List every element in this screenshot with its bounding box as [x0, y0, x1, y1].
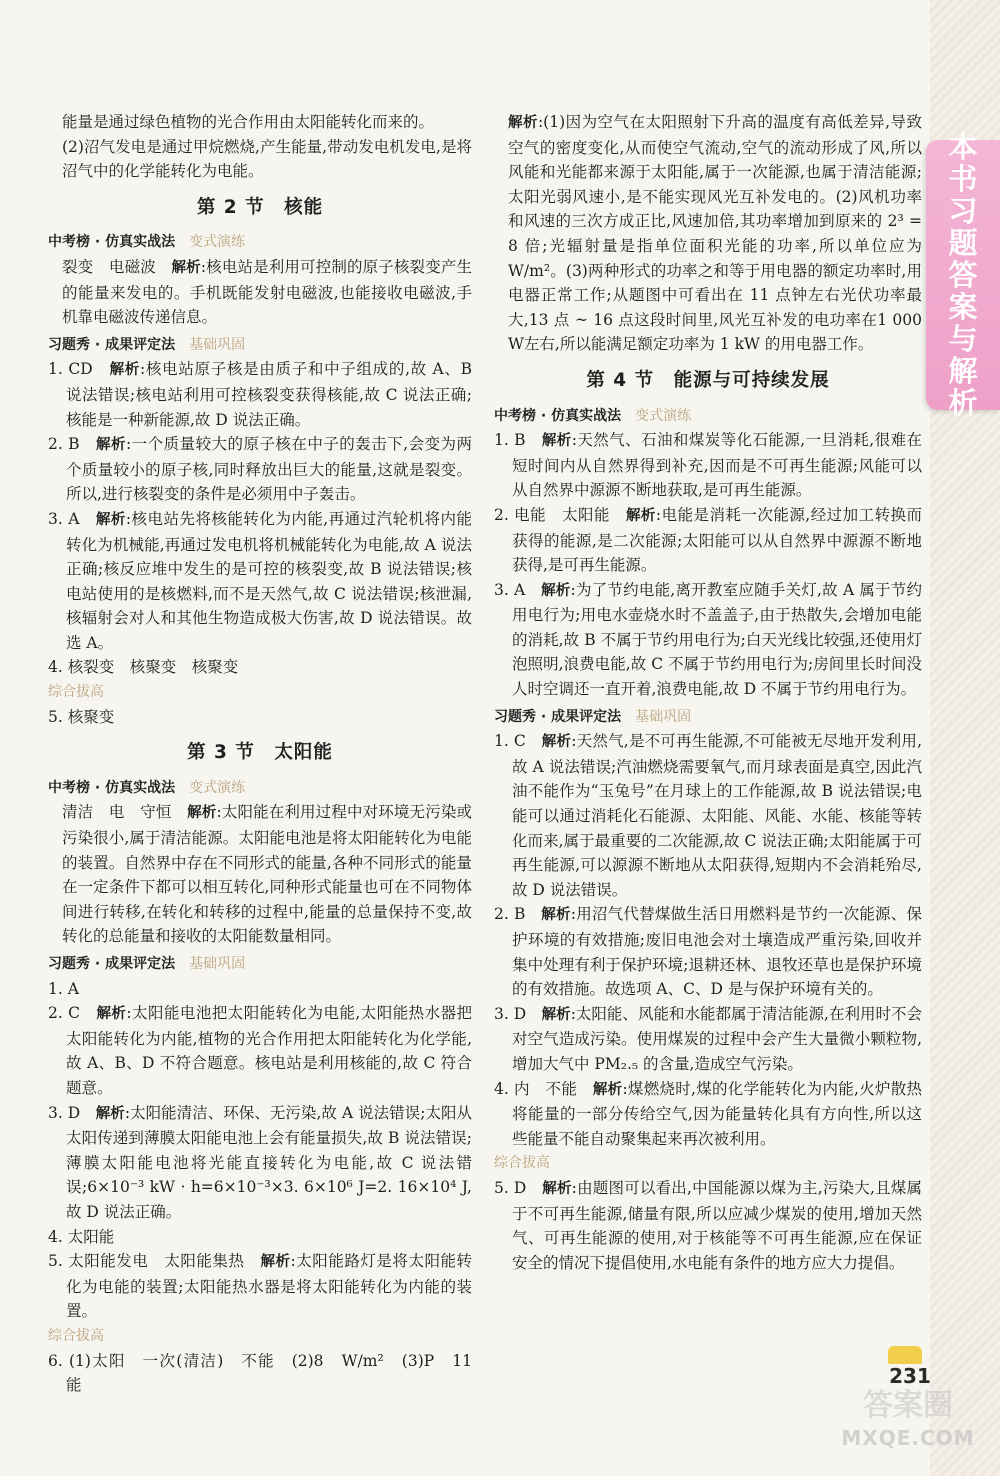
subheading-tag: 综合拔高: [494, 1155, 550, 1172]
side-tab-char: 本: [948, 130, 978, 164]
side-tab-char: 习: [948, 194, 978, 228]
analysis-keyword: 解析: [95, 511, 126, 528]
analysis-text: :天然气,是不可再生能源,不可能被无尽地开发利用,故 A 说法错误;汽油燃烧需要氧气,而月球表面是真空,因此汽油不能作为“玉兔号”在月球上的工作能源,故 B 说法错误;电能可以通过消耗化石能源、太阳能、风能、水能、核能等转化而来,属于最重要的二次能源,故 C 说法正确;太阳能属于可再生能源,可以源源不断地从太阳获得,短期内不会消耗殆尽,故 D 说法错误。: [512, 732, 923, 899]
watermark-text: 答案圈: [863, 1388, 953, 1423]
analysis-keyword: 解析: [187, 805, 217, 822]
subheading-label: 中考榜 · 仿真实战法: [48, 234, 176, 251]
analysis-keyword: 解析: [508, 115, 538, 131]
analysis-keyword: 解析: [541, 734, 572, 751]
intro-paragraph: 能量是通过绿色植物的光合作用由太阳能转化而来的。: [62, 113, 435, 131]
question-item: [494, 902, 922, 1001]
analysis-keyword: 解析: [171, 259, 201, 276]
analysis-keyword: 解析: [109, 362, 140, 379]
answer-text: 4. 内 不能: [494, 1079, 593, 1098]
analysis-keyword: 解析: [96, 437, 126, 454]
question-item: [48, 432, 472, 507]
analysis-keyword: 解析: [95, 1105, 125, 1122]
analysis-text: :核电站是利用可控制的原子核裂变产生的能量来发电的。手机既能发射电磁波,也能接收电磁波,手机靠电磁波传递信息。: [62, 257, 472, 327]
side-tab-char: 题: [948, 226, 978, 260]
analysis-text: :一个质量较大的原子核在中子的轰击下,会变为两个质量较小的原子核,同时释放出巨大的能量,这就是裂变。所以,进行核裂变的条件是必须用中子轰击。: [66, 435, 473, 504]
analysis-text: :由题图可以看出,中国能源以煤为主,污染大,且煤属于不可再生能源,储量有限,所以应减少煤炭的使用,增加天然气、可再生能源的使用,对于核能等不可再生能源,应在保证安全的情况下提倡使用,水电能有条件的地方应大力提倡。: [512, 1178, 922, 1272]
analysis-text: :太阳能、风能和水能都属于清洁能源,在利用时不会对空气造成污染。使用煤炭的过程中会产生大量微小颗粒物,增加大气中 PM₂.₅ 的含量,造成空气污染。: [512, 1004, 922, 1073]
analysis-keyword: 解析: [541, 1006, 571, 1023]
section-title-nuclear: 第 2 节 核能: [196, 196, 324, 218]
answer-block: [48, 800, 472, 949]
watermark-url: MXQE.COM: [841, 1426, 975, 1450]
side-tab-char: 析: [948, 386, 978, 420]
analysis-keyword: 解析: [541, 582, 571, 599]
subheading-label: 中考榜 · 仿真实战法: [494, 407, 622, 424]
subheading-label: 习题秀 · 成果评定法: [48, 336, 176, 353]
analysis-text: :太阳能电池把太阳能转化为电能,太阳能热水器把太阳能转化为内能,植物的光合作用把太阳能转化为化学能,故 A、B、D 不符合题意。核电站是利用核能的,故 C 符合题意。: [66, 1004, 473, 1097]
analysis-text: :电能是消耗一次能源,经过加工转换而获得的能源,是二次能源;太阳能可以从自然界中源源不断地获得,是可再生能源。: [512, 505, 923, 575]
left-column: [48, 110, 488, 1398]
subheading: [48, 230, 472, 255]
analysis-keyword: 解析: [542, 1180, 572, 1197]
analysis-text: :煤燃烧时,煤的化学能转化为内能,火炉散热将能量的一部分传给空气,因为能量转化具有方向性,所以这些能量不能自动聚集起来再次被利用。: [512, 1079, 923, 1148]
answer-text: 3. D: [48, 1103, 96, 1122]
watermark-logo: [818, 1390, 998, 1476]
side-tab-char: 答: [948, 258, 978, 292]
analysis-text: :核电站原子核是由质子和中子组成的,故 A、B 说法错误;核电站利用可控核裂变获得核能,故 C 说法正确;核能是一种新能源,故 D 说法正确。: [66, 360, 472, 429]
analysis-keyword: 解析: [541, 433, 572, 450]
subheading: [48, 333, 472, 358]
answer-text: 3. D: [494, 1004, 542, 1023]
analysis-text: :核电站先将核能转化为内能,再通过汽轮机将内能转化为机械能,再通过发电机将机械能转化为电能,故 A 说法正确;核反应堆中发生的是可控的核裂变,故 B 说法错误;核电站使用的是核燃料,而不是天然气,故 C 说法错误;核泄漏,核辐射会对人和其他生物造成极大伤害,故 D 说法错误。故选 A。: [66, 509, 473, 652]
analysis-text: :用沼气代替煤做生活日用燃料是节约一次能源、保护环境的有效措施;废旧电池会对土壤造成严重污染,回收并集中处理有利于保护环境;退耕还林、退牧还草也是保护环境的有效措施。故选项 A、C、D 是与保护环境有关的。: [512, 905, 923, 999]
section-title-energy-sustainability: 第 4 节 能源与可持续发展: [586, 369, 830, 391]
subheading-tag: 变式演练: [189, 779, 246, 796]
question-item: [48, 1001, 472, 1100]
question-item: 1. A: [48, 979, 79, 998]
answer-text: 清洁 电 守恒: [62, 803, 188, 822]
question-item: 4. 太阳能: [48, 1227, 115, 1246]
right-column: [494, 110, 922, 1275]
analysis-text: :天然气、石油和煤炭等化石能源,一旦消耗,很难在短时间内从自然界得到补充,因而是不可再生能源;风能可以从自然界中源源不断地获取,是可再生能源。: [512, 431, 922, 500]
analysis-text: :太阳能清洁、环保、无污染,故 A 说法错误;太阳从太阳传递到薄膜太阳能电池上会有能量损失,故 B 说法错误;薄膜太阳能电池将光能直接转化为电能,故 C 说法错误;: [66, 1103, 473, 1197]
answer-text: 1. CD: [48, 360, 110, 379]
analysis-formula: 6×10⁻³ kW · h=6×10⁻³×3. 6×10⁶ J=2. 16×10⁴ J,故 D 说法正确。: [66, 1178, 472, 1221]
question-item: [48, 507, 472, 656]
subheading-tag: 基础巩固: [189, 956, 246, 972]
question-item: [494, 428, 922, 503]
question-item: [48, 1249, 472, 1324]
page-number: 231: [882, 1358, 938, 1394]
intro-paragraph: (2)沼气发电是通过甲烷燃烧,产生能量,带动发电机发电,是将沼气中的化学能转化为电能。: [62, 137, 472, 181]
question-item: [494, 1077, 922, 1152]
question-item: [494, 578, 922, 702]
answer-text: 1. C: [494, 732, 542, 751]
subheading-label: 习题秀 · 成果评定法: [494, 708, 622, 725]
answer-text: 2. C: [48, 1004, 97, 1023]
side-tab-char: 解: [948, 354, 978, 388]
question-item: 6. (1)太阳 一次(清洁) 不能 (2)8 W/m² (3)P 11 能: [48, 1351, 488, 1395]
answer-text: 2. B: [48, 435, 97, 454]
answer-text: 1. B: [494, 431, 542, 450]
side-tab-char: 书: [948, 162, 978, 196]
subheading-tag: 综合拔高: [48, 684, 104, 701]
answer-text: 2. 电能 太阳能: [494, 505, 626, 524]
analysis-keyword: 解析: [260, 1254, 291, 1271]
section-title-solar: 第 3 节 太阳能: [187, 742, 333, 764]
answer-text: 5. 太阳能发电 太阳能集热: [48, 1252, 261, 1271]
question-item: [48, 1101, 472, 1225]
analysis-block: [494, 110, 922, 357]
question-item: 4. 核裂变 核聚变 核聚变: [48, 658, 239, 677]
analysis-text: :为了节约电能,离开教室应随手关灯,故 A 属于节约用电行为;用电水壶烧水时不盖盖子,由于热散失,会增加电能的消耗,故 B 不属于节约用电行为;白天光线比较强,还使用灯泡照明,浪费电能,故 C 不属于节约用电行为;房间里长时间没人时空调还一直开着,浪费电能,故 D 不属于节约用电行为。: [512, 580, 922, 699]
question-item: [494, 1176, 922, 1275]
question-item: [494, 1002, 922, 1077]
section-side-tab: [926, 130, 1000, 420]
subheading-label: 习题秀 · 成果评定法: [48, 956, 176, 972]
subheading-tag: 变式演练: [189, 234, 246, 251]
answer-text: 3. A: [494, 580, 542, 599]
subheading: [48, 776, 472, 801]
question-item: [494, 729, 922, 902]
subheading: [494, 404, 922, 429]
subheading-tag: 综合拔高: [48, 1327, 104, 1344]
side-tab-char: 与: [948, 322, 978, 356]
question-item: 5. 核聚变: [48, 707, 115, 726]
subheading-tag: 基础巩固: [635, 708, 692, 725]
subheading-tag: 变式演练: [635, 407, 692, 424]
answer-text: 2. B: [494, 905, 542, 924]
analysis-keyword: 解析: [625, 507, 656, 524]
subheading-label: 中考榜 · 仿真实战法: [48, 779, 176, 796]
subheading: [48, 952, 472, 977]
answer-text: 3. A: [48, 509, 96, 528]
analysis-text: :太阳能路灯是将太阳能转化为电能的装置;太阳能热水器是将太阳能转化为内能的装置。: [66, 1252, 473, 1321]
subheading-tag: 基础巩固: [189, 336, 246, 353]
side-tab-char: 案: [948, 290, 978, 324]
analysis-text: :(1)因为空气在太阳照射下升高的温度有高低差异,导致空气的密度变化,从而使空气流动,空气的流动形成了风,所以风能和光能都来源于太阳能,属于一次能源,也属于清洁能源;太阳光弱风速小,是不能实现风光互补发电的。(2)风机功率和风速的三次方成正比,风速加倍,其功率增加到原来的 2³ = 8 倍;光辐射量是指单位面积光能的功率,所以单位应为 W/m²。(3)两种形式的功率之和等于用电器的额定功率时,用电器正常工作;从题图中可看出在 11 点钟左右光伏功率最大,13 点 ~ 16 点这段时间里,风光互补发的电功率在1 000 W左右,所以能满足额定功率为 1 kW 的用电器工作。: [508, 113, 922, 354]
question-item: [494, 503, 922, 578]
answer-text: 5. D: [494, 1178, 543, 1197]
analysis-keyword: 解析: [541, 907, 571, 924]
subheading: [494, 705, 922, 730]
question-item: [48, 357, 472, 432]
analysis-keyword: 解析: [96, 1006, 127, 1023]
answer-block: [48, 255, 472, 330]
analysis-text: :太阳能在利用过程中对环境无污染或污染很小,属于清洁能源。太阳能电池是将太阳能转化为电能的装置。自然界中存在不同形式的能量,各种不同形式的能量在一定条件下都可以相互转化,同种形式能量也可在不同物体间进行转移,在转化和转移的过程中,能量的总量保持不变,故转化的总能量和接收的太阳能数量相同。: [62, 803, 472, 946]
analysis-keyword: 解析: [592, 1081, 623, 1098]
answer-text: 裂变 电磁波: [62, 257, 172, 276]
